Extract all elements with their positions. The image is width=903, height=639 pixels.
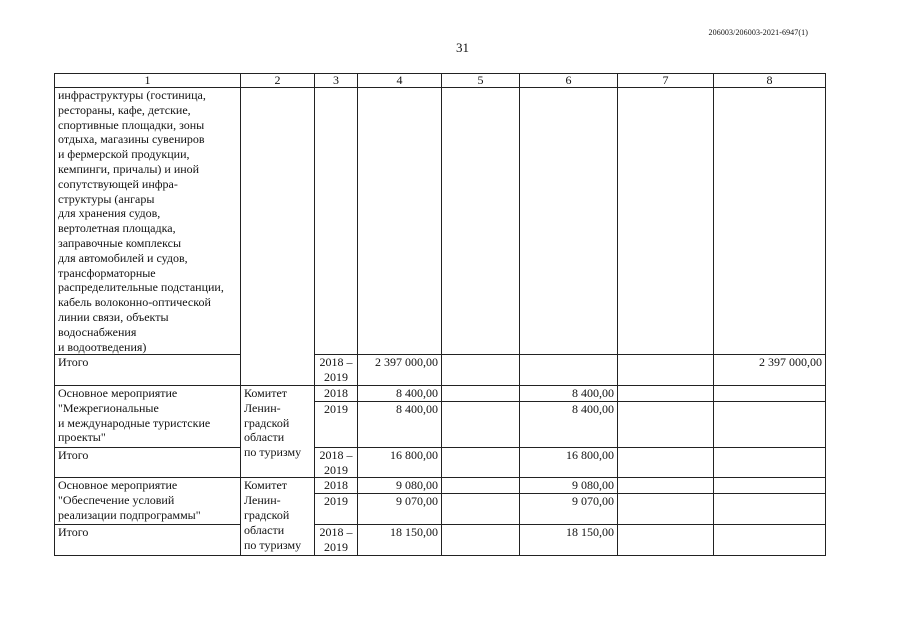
table-row xyxy=(55,478,826,494)
amount-col4: 16 800,00 xyxy=(358,447,442,478)
total-label: Итого xyxy=(55,355,241,386)
executor-name: Комитет Ленин- градской области по туризму xyxy=(241,478,315,555)
header-col-3: 3 xyxy=(315,74,358,88)
amount-col4: 8 400,00 xyxy=(358,385,442,401)
activity-description: инфраструктуры (гостиница, рестораны, кафе, детские, спортивные площадки, зоны отдыха, магазины сувениров и фермерской продукции, кемпинги, причалы) и иной сопутствующей инфра- структуры (ангары для хранения судов, вертолетная площадка, заправочные комплексы для автомобилей и судов, трансформаторные распределительные подстанции, кабель волоконно-оптической линии связи, объекты водоснабжения и водоотведения) xyxy=(55,88,241,355)
empty-cell xyxy=(618,401,714,447)
year: 2018 xyxy=(315,478,358,494)
year-range: 2018 – 2019 xyxy=(315,447,358,478)
amount-col8: 2 397 000,00 xyxy=(714,355,826,386)
amount-col6: 18 150,00 xyxy=(520,525,618,556)
empty-cell xyxy=(618,385,714,401)
year-range: 2018 – 2019 xyxy=(315,355,358,386)
budget-table xyxy=(54,73,826,556)
empty-cell xyxy=(618,478,714,494)
amount-col4: 18 150,00 xyxy=(358,525,442,556)
year: 2019 xyxy=(315,401,358,447)
empty-cell xyxy=(442,355,520,386)
total-row xyxy=(55,447,826,478)
empty-cell xyxy=(442,88,520,355)
empty-cell xyxy=(442,385,520,401)
executor-cell xyxy=(241,88,315,386)
year: 2019 xyxy=(315,494,358,525)
document-id: 206003/206003-2021-6947(1) xyxy=(708,28,808,37)
amount-col4: 9 080,00 xyxy=(358,478,442,494)
total-label: Итого xyxy=(55,447,241,478)
table-row xyxy=(55,385,826,401)
empty-cell xyxy=(714,447,826,478)
year: 2018 xyxy=(315,385,358,401)
empty-cell xyxy=(714,494,826,525)
empty-cell xyxy=(442,478,520,494)
total-row xyxy=(55,355,826,386)
empty-cell xyxy=(714,478,826,494)
header-col-6: 6 xyxy=(520,74,618,88)
empty-cell xyxy=(714,525,826,556)
amount-col4: 8 400,00 xyxy=(358,401,442,447)
empty-cell xyxy=(315,88,358,355)
executor-name: Комитет Ленин- градской области по туризму xyxy=(241,385,315,477)
amount-col4: 9 070,00 xyxy=(358,494,442,525)
empty-cell xyxy=(358,88,442,355)
empty-cell xyxy=(618,494,714,525)
empty-cell xyxy=(714,401,826,447)
empty-cell xyxy=(442,401,520,447)
amount-col4: 2 397 000,00 xyxy=(358,355,442,386)
header-col-7: 7 xyxy=(618,74,714,88)
header-row xyxy=(55,74,826,88)
table-row xyxy=(55,88,826,355)
header-col-2: 2 xyxy=(241,74,315,88)
amount-col6: 9 070,00 xyxy=(520,494,618,525)
empty-cell xyxy=(442,494,520,525)
empty-cell xyxy=(442,447,520,478)
empty-cell xyxy=(520,88,618,355)
amount-col6: 8 400,00 xyxy=(520,385,618,401)
amount-col6: 8 400,00 xyxy=(520,401,618,447)
page-number: 31 xyxy=(456,40,469,55)
activity-title: Основное мероприятие "Межрегиональные и международные туристские проекты" xyxy=(55,385,241,447)
activity-title: Основное мероприятие "Обеспечение условий реализации подпрограммы" xyxy=(55,478,241,525)
year-range: 2018 – 2019 xyxy=(315,525,358,556)
amount-col6: 16 800,00 xyxy=(520,447,618,478)
empty-cell xyxy=(618,355,714,386)
total-label: Итого xyxy=(55,525,241,556)
total-row xyxy=(55,525,826,556)
empty-cell xyxy=(618,447,714,478)
empty-cell xyxy=(618,525,714,556)
header-col-8: 8 xyxy=(714,74,826,88)
header-col-5: 5 xyxy=(442,74,520,88)
header-col-1: 1 xyxy=(55,74,241,88)
header-col-4: 4 xyxy=(358,74,442,88)
amount-col6: 9 080,00 xyxy=(520,478,618,494)
empty-cell xyxy=(714,385,826,401)
empty-cell xyxy=(618,88,714,355)
empty-cell xyxy=(520,355,618,386)
empty-cell xyxy=(442,525,520,556)
empty-cell xyxy=(714,88,826,355)
